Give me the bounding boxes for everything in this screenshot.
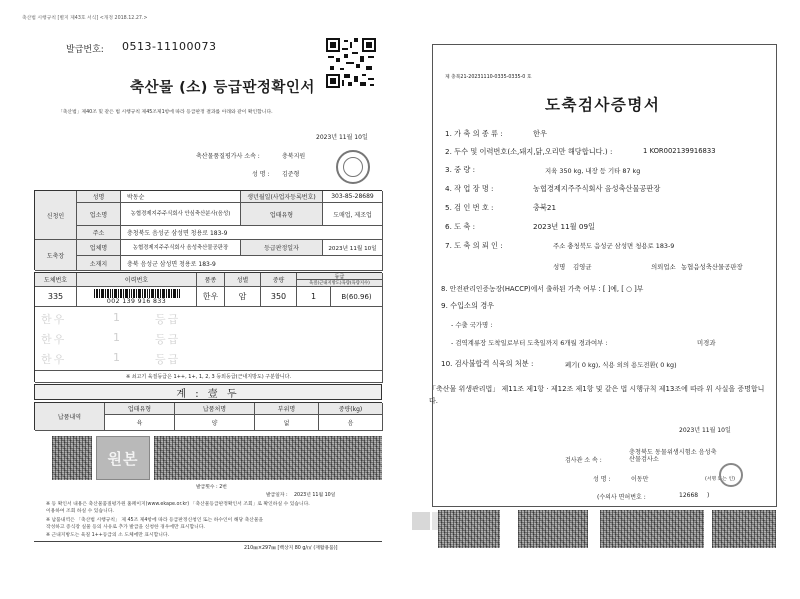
cert-number: 제 충북21-20231110-0335-0335-0 호 [445,75,532,80]
item-slaughter-value: 2023년 11월 09일 [533,222,595,231]
grading-certificate [18,10,390,553]
item-trace-value: 1 KOR002139916833 [643,147,716,155]
note-line: 작성하고 증식장 실물 등의 사유로 추가 발급을 신청한 경우에만 표시합니다. [46,525,205,530]
ghost-word: 1 [113,351,122,364]
qr-code-icon [326,38,376,88]
requester-name: 김영균 [573,263,592,271]
col-grade-sub: 육질(근내지방도)육량(육량지수) [297,280,383,287]
inspector-label: 성 명 : [593,476,611,483]
ghost-word: 등급 [155,333,181,346]
item-workplace-value: 농협경제지주주식회사 음성축산물공판장 [533,184,661,193]
note-line: 이용하여 조회 하실 수 있습니다. [46,509,114,514]
sales-col-type: 업태유형 [105,403,175,415]
security-pattern [154,436,382,480]
original-stamp: 원본 [96,436,150,480]
applicant-company-label: 업소명 [77,203,121,226]
item-stamp-value: 충북21 [533,203,557,212]
sales-table [34,402,382,430]
paper-size: 210㎜×297㎜ [백상지 80 g/㎡ (재활용품)] [244,546,338,551]
row-carcass-no: 335 [35,287,77,307]
sales-value: 음 [319,415,383,431]
row-breed: 한우 [197,287,225,307]
issue-number: 0513-11100073 [122,40,217,53]
applicant-type: 도매업, 제조업 [323,203,383,226]
sales-col-part: 부위명 [255,403,319,415]
col-breed: 품종 [197,273,225,287]
security-pattern [52,436,92,480]
grade-date-label: 등급판정일자 [241,240,323,256]
sales-col-buyer: 납품처명 [175,403,255,415]
applicant-address: 충청북도 음성군 삼성면 청용로 183-9 [121,226,383,240]
license-label: (수의사 면허번호 : [597,494,646,501]
applicant-type-label: 업태유형 [241,203,323,226]
sales-value: 육 [105,415,175,431]
certificate-title: 축산물 (소) 등급판정확인서 [130,80,315,96]
item-slaughter-label: 6. 도 축 : [445,222,476,231]
col-weight: 중량 [261,273,297,287]
col-carcass-no: 도체번호 [35,273,77,287]
grade-date: 2023년 11월 10일 [323,240,383,256]
slaughterhouse-company: 농협경제지주주식회사 음성축산물공판장 [121,240,241,256]
sales-value: 없 [255,415,319,431]
inspector-org: 충북지원 [282,153,306,160]
applicant-name-label: 성명 [77,191,121,203]
row-yield: B(60.96) [331,287,383,307]
office-name: 충청북도 동물위생시험소 음성축산물검사소 [629,449,717,463]
divider [34,541,382,542]
applicant-section-label: 신청인 [35,191,77,240]
ghost-word: 등급 [155,353,181,366]
col-sex: 성별 [225,273,261,287]
applicant-grid [34,190,382,270]
cert-title: 도축검사증명서 [545,96,661,114]
item-requester-label: 7. 도 축 의 뢰 인 : [445,241,503,250]
import-label: 9. 수입소의 경우 [441,301,495,310]
requester-name-label: 성명 [553,263,566,271]
import-country: - 수출 국가명 : [451,321,493,329]
issue-count: 발급횟수 : 2번 [196,485,227,490]
item-trace-label: 2. 두수 및 이력번호(소,돼지,닭,오리만 해당합니다.) : [445,147,613,156]
security-pattern [438,510,500,548]
official-seal [719,463,743,487]
slaughterhouse-address-label: 소재지 [77,256,121,271]
item-species-value: 한우 [533,129,547,138]
issue-date: 2023년 11월 10일 [294,493,336,498]
ghost-word: 1 [113,311,122,324]
official-seal [336,150,370,184]
ghost-word: 한우 [41,353,67,366]
row-quality: 1 [297,287,331,307]
sales-value: 양 [175,415,255,431]
row-weight: 350 [261,287,297,307]
slaughterhouse-section-label: 도축장 [35,240,77,271]
grade-footnote: ※ 쇠고기 육질등급은 1++, 1+, 1, 2, 3 등외등급(근내지방도) 구분합니다. [35,371,383,383]
slaughterhouse-address: 충북 음성군 삼성면 청용로 183-9 [121,256,383,271]
sales-label: 납품내역 [35,403,105,431]
row-sex: 암 [225,287,261,307]
office-label: 검사관 소 속 : [565,457,602,464]
certificate-date: 2023년 11월 10일 [316,134,368,141]
inspector-name: 김준형 [282,171,300,178]
disposal-value: 폐기( 0 kg), 식용 외의 용도전환( 0 kg) [565,361,677,369]
certify-text: 「축산물 위생관리법」 제11조 제1항 · 제12조 제1항 및 같은 법 시행규칙 제13조에 따라 위 사실을 증명합니다. [429,385,765,405]
import-period-value: 미경과 [697,339,716,347]
barcode-icon [94,289,180,298]
ghost-word: 한우 [41,333,67,346]
item-requester-address: 주소 충청북도 음성군 삼성면 청용로 183-9 [553,242,675,250]
grading-table [34,272,382,382]
note-line: ※ 등 확인서 내용은 축산물품질평가원 홈페이지(www.ekape.or.kr) 「축산물등급판정확인서 조회」로 확인하실 수 있습니다. [46,502,310,507]
applicant-birth: 303-85-28689 [323,191,383,203]
intro-text: 「축산법」제40조 및 같은 법 시행규칙 제45조제1항에 따라 등급판정 결과를 아래와 같이 확인합니다. [58,110,273,115]
requester-company-label: 의뢰업소 [651,263,676,271]
item-weight-label: 3. 중 량 : [445,165,476,174]
cert-date: 2023년 11월 10일 [679,427,731,434]
applicant-birth-label: 생년월일(사업자등록번호) [241,191,323,203]
slaughter-inspection-certificate [429,44,777,507]
security-pattern [600,510,704,548]
total-count: 계 : 壹 두 [34,384,382,400]
security-pattern [518,510,588,548]
disposal-label: 10. 검사불합격 식육의 처분 : [441,359,534,368]
security-pattern [712,510,776,548]
sales-col-weight: 중량(kg) [319,403,383,415]
row-trace-no: 002 139 916 833 [106,297,167,305]
requester-company: 농협음성축산물공판장 [681,263,743,271]
col-trace-no: 이력번호 [77,273,197,287]
applicant-name: 박동순 [121,191,241,203]
ghost-word: 1 [113,331,122,344]
row-trace-cell [77,287,197,307]
item-species-label: 1. 가 축 의 종 류 : [445,129,503,138]
inspector-name: 이동만 [631,476,649,483]
haccp-line: 8. 안전관리인증농장(HACCP)에서 출하된 가축 여부 : [ ]예, [ ○ ]부 [441,285,644,293]
import-period: - 검역계류장 도착일로부터 도축일까지 6개월 경과여부 : [451,339,608,347]
inspector-label: 축산물품질평가사 소속 : [196,153,260,160]
ghost-word: 한우 [41,313,67,326]
note-line: ※ 납품내역은 「축산법 시행규칙」 제 45조 제4항에 따라 등급판정신청인 또는 하수인이 해당 축산물을 [46,518,264,523]
license-number: 12668 [679,492,699,499]
item-weight-value: 지육 350 kg, 내장 등 기타 87 kg [545,167,641,175]
license-close: ) [707,492,710,499]
applicant-company: 농협경제지주주식회사 안심축산분사(음성) [121,203,241,226]
applicant-address-label: 주소 [77,226,121,240]
scan-artifact [412,512,430,530]
slaughterhouse-company-label: 업체명 [77,240,121,256]
sign-note: (서명 또는 인) [705,477,735,482]
note-line: ※ 근내지방도는 육질 1++등급의 소 도체에만 표시합니다. [46,533,170,538]
issue-number-label: 발급번호: [66,45,104,55]
item-stamp-label: 5. 검 인 번 호 : [445,203,494,212]
issue-date-label: 발급일자 : [266,493,288,498]
blank-rows [35,307,383,371]
name-label: 성 명 : [252,171,270,178]
item-workplace-label: 4. 작 업 장 명 : [445,184,494,193]
form-note: 축산법 시행규칙 [별지 제43호 서식] <개정 2018.12.27.> [22,16,148,21]
ghost-word: 등급 [155,313,181,326]
col-grade: 등급 [297,273,383,280]
